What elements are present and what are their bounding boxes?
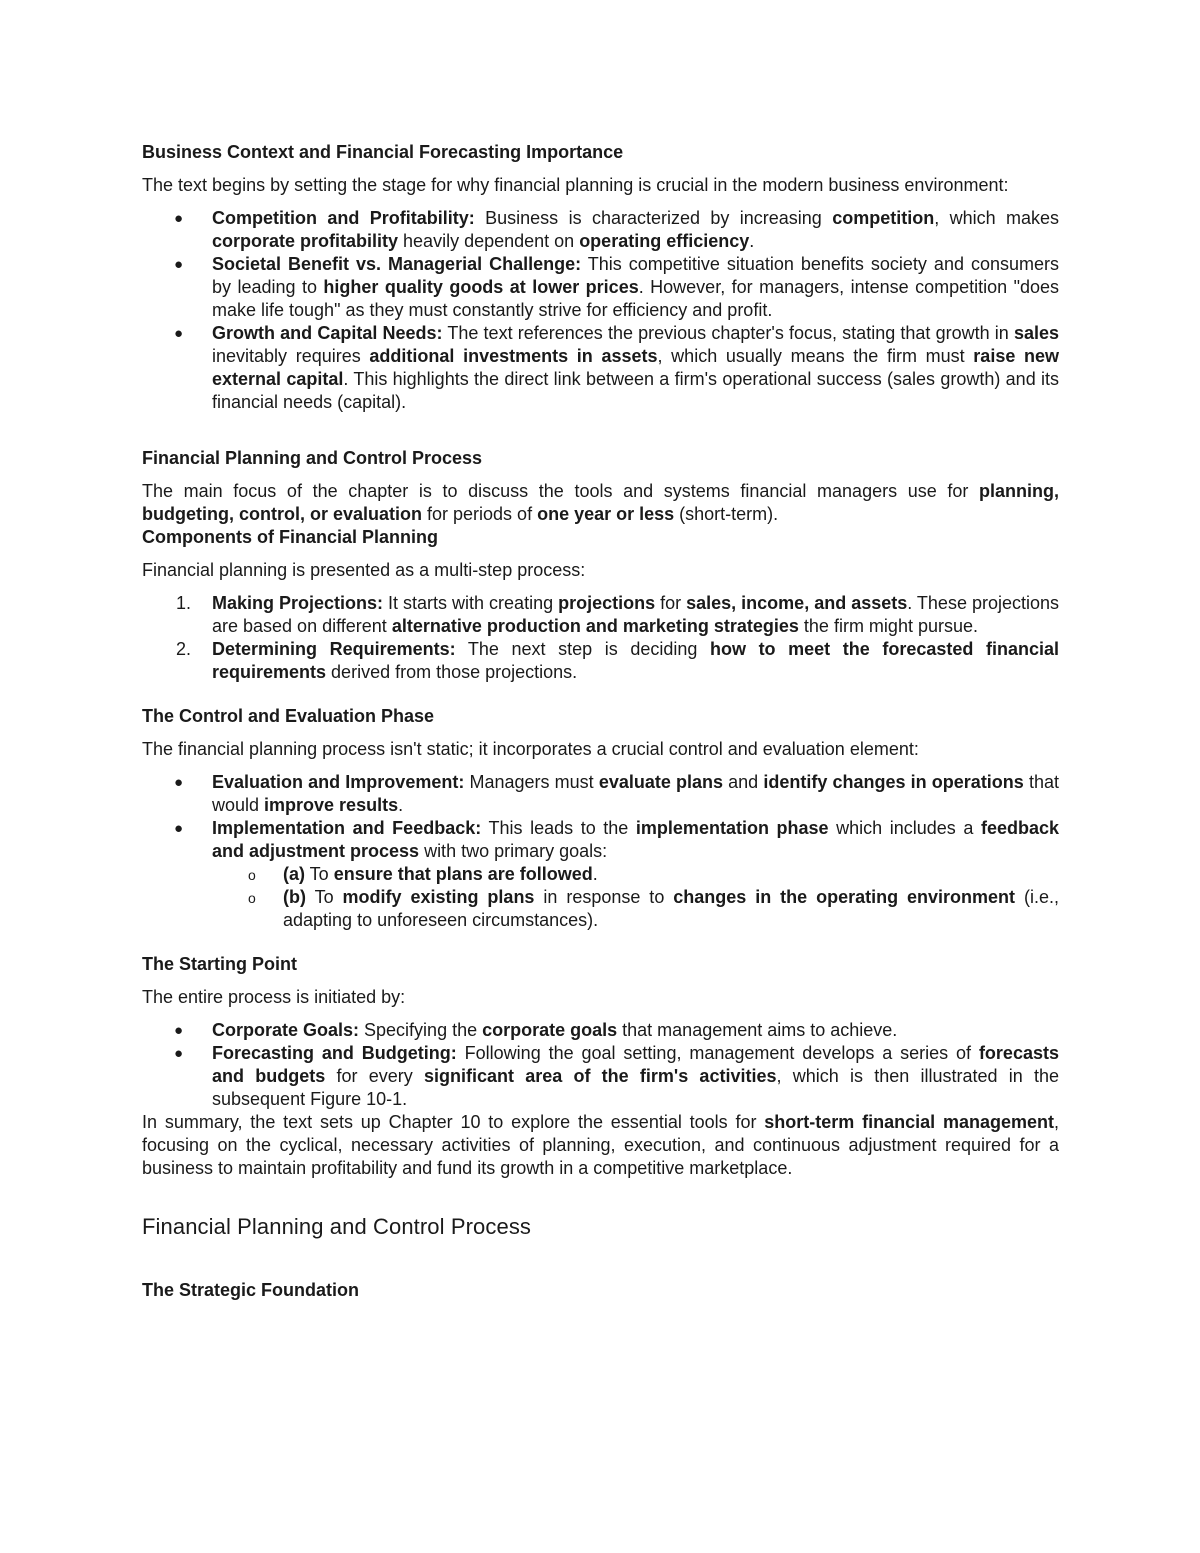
numbered-list [142,592,1059,684]
sub-list-item: o (b) To modify existing plans in response to changes in the operating environment (i.e., adapting to unforeseen circumstances). [248,887,1059,930]
paragraph: The text begins by setting the stage for why financial planning is crucial in the modern business environment: [142,175,1009,195]
section-heading: Components of Financial Planning [142,527,439,547]
sub-list-item: o (a) To ensure that plans are followed. [142,863,1059,886]
section-heading: The Control and Evaluation Phase [142,706,435,726]
bullet-icon: ● [174,256,184,273]
list-item: ● Evaluation and Improvement: Managers must evaluate plans and identify changes in operations that would improve results. [174,772,1059,815]
list-item: ● Growth and Capital Needs: The text references the previous chapter's focus, stating that growth in sales inevitably requires additional investments in assets, which usually means the firm must raise new external capital. This highlights the direct link between a firm's operational success (sales growth) and its financial needs (capital). [174,323,1060,412]
section-heading: Financial Planning and Control Process [142,448,483,468]
list-item: 2. Determining Requirements: The next step is deciding how to meet the forecasted financial requirements derived from those projections. [176,639,1060,682]
list-item: ● Implementation and Feedback: This leads to the implementation phase which includes a feedback and adjustment process with two primary goals: [174,818,1060,861]
bullet-icon: ● [174,820,184,837]
bullet-icon: ● [174,774,184,791]
bullet-list [142,1019,1059,1111]
list-item: ● Societal Benefit vs. Managerial Challenge: This competitive situation benefits society and consumers by leading to higher quality goods at lower prices. However, for managers, intense competition "does make life tough" as they must constantly strive for efficiency and profit. [174,254,1059,320]
section-title: Financial Planning and Control Process [142,1214,532,1239]
bullet-icon: ● [174,210,184,227]
paragraph: The entire process is initiated by: [142,987,406,1007]
list-item: 1. Making Projections: It starts with creating projections for sales, income, and assets. These projections are based on different alternative production and marketing strategies the firm might pursue. [176,593,1060,636]
section-heading: The Starting Point [142,954,297,974]
section-heading: Business Context and Financial Forecasting Importance [142,142,624,162]
bullet-icon: ● [174,1045,184,1062]
list-item: ● Forecasting and Budgeting: Following the goal setting, management develops a series of forecasts and budgets for every significant area of the firm's activities, which is then illustrated in the subsequent Figure 10-1. [174,1043,1059,1109]
summary-paragraph: In summary, the text sets up Chapter 10 to explore the essential tools for short-term financial management, focusing on the cyclical, necessary activities of planning, execution, and continuous adjustment required for a business to maintain profitability and fund its growth in a competitive marketplace. [142,1112,1059,1178]
bullet-icon: ● [174,1022,184,1039]
paragraph: The financial planning process isn't static; it incorporates a crucial control and evaluation element: [142,739,919,759]
paragraph: Financial planning is presented as a multi-step process: [142,560,586,580]
paragraph: The main focus of the chapter is to discuss the tools and systems financial managers use for planning, budgeting, control, or evaluation for periods of one year or less (short-term). [142,481,1059,524]
bullet-list [142,771,1059,932]
section-heading: The Strategic Foundation [142,1280,360,1300]
circle-bullet-icon: o [248,867,256,883]
document-body [142,141,1059,1312]
bullet-list [142,207,1059,414]
list-number: 1. [176,593,192,613]
list-number: 2. [176,639,192,659]
circle-bullet-icon: o [248,890,256,906]
list-item: ● Corporate Goals: Specifying the corporate goals that management aims to achieve. [174,1020,898,1040]
bullet-icon: ● [174,325,184,342]
list-item: ● Competition and Profitability: Business is characterized by increasing competition, which makes corporate profitability heavily dependent on operating efficiency. [174,208,1060,251]
